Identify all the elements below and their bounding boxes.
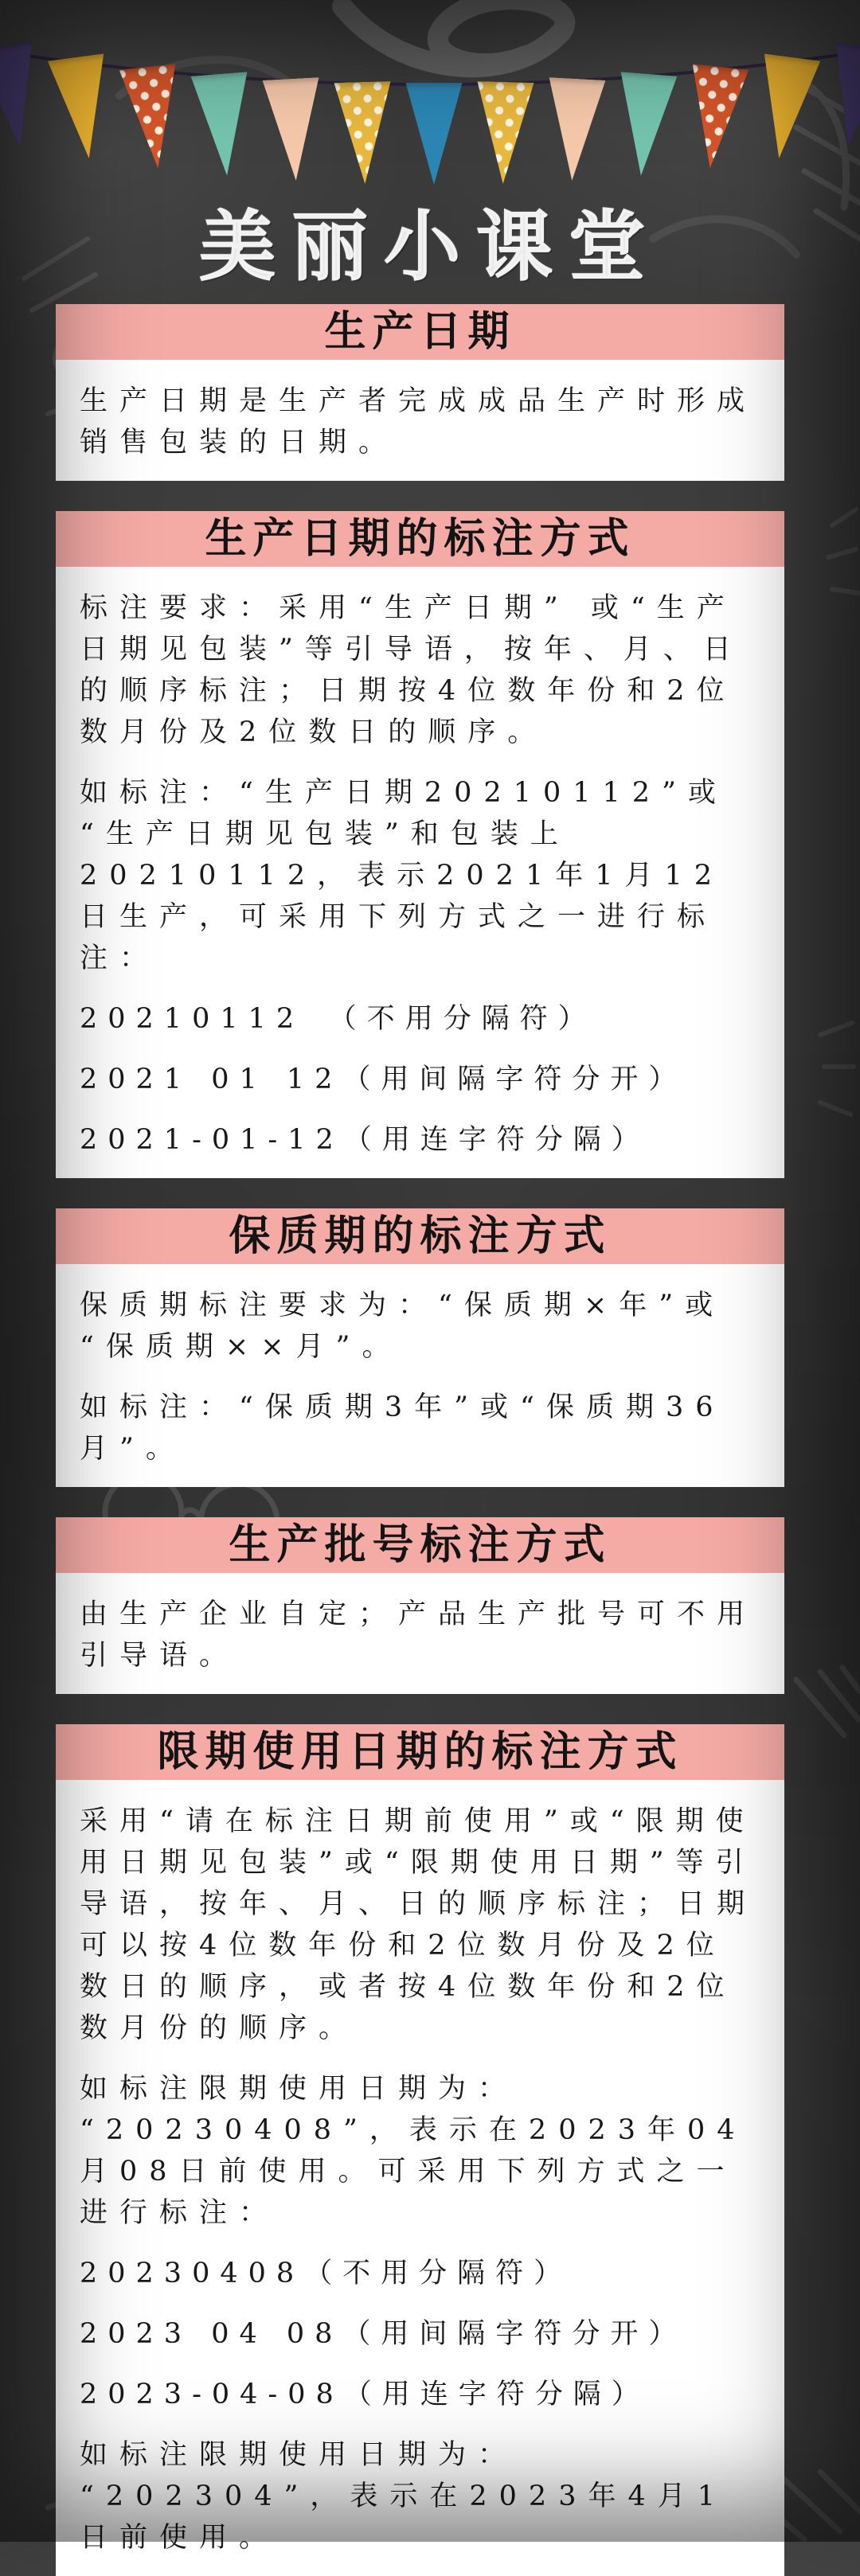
date-format-line: 2021 01 12（用间隔字符分开） xyxy=(80,1064,687,1095)
info-section xyxy=(56,1517,784,1694)
section-header xyxy=(56,1517,784,1573)
date-format-line: 2023 04 08（用间隔字符分开） xyxy=(80,2318,687,2350)
section-header xyxy=(56,511,784,567)
section-header xyxy=(56,1208,784,1264)
section-title: 生产日期 xyxy=(324,309,516,355)
paragraph: 采用“请在标注日期前使用”或“限期使用日期见包装”或“限期使用日期”等引导语，按年、月、日的顺序标注；日期可以按4位数年份和2位数月份及2位数日的顺序，或者按4位数年份和2位数月份的顺序。 xyxy=(80,1805,757,2044)
date-format-line: 2023-04-08（用连字符分隔） xyxy=(80,2379,650,2410)
paragraph: 如标注限期使用日期为：“202304”，表示在2023年4月1日前使用。 xyxy=(80,2439,728,2554)
paragraph: 标注要求：采用“生产日期” 或“生产日期见包装”等引导语，按年、月、日的顺序标注；日期按4位数年份和2位数月份及2位数日的顺序。 xyxy=(80,592,743,748)
section-body xyxy=(56,1780,784,2576)
page-title: 美丽小课堂 xyxy=(199,205,661,290)
banner xyxy=(0,0,860,304)
paragraph: 生产日期是生产者完成成品生产时形成销售包装的日期。 xyxy=(80,385,757,459)
section-body xyxy=(56,360,784,481)
section-title: 生产日期的标注方式 xyxy=(205,516,635,562)
paragraph: 如标注限期使用日期为：“20230408”，表示在2023年04月08日前使用。可采用下列方式之一进行标注： xyxy=(80,2073,747,2229)
info-section xyxy=(56,304,784,481)
paragraph: 如标注：“生产日期20210112”或“生产日期见包装”和包装上20210112，表示2021年1月12日生产，可采用下列方式之一进行标注： xyxy=(80,777,728,974)
paragraph: 如标注：“保质期3年”或“保质期36月”。 xyxy=(80,1391,725,1465)
date-format-line: 2021-01-12（用连字符分隔） xyxy=(80,1124,650,1156)
section-title: 保质期的标注方式 xyxy=(229,1213,612,1259)
section-body xyxy=(56,567,784,1178)
paragraph: 由生产企业自定；产品生产批号可不用引导语。 xyxy=(80,1598,757,1672)
info-section xyxy=(56,1724,784,2576)
info-section xyxy=(56,1208,784,1487)
paragraph: 保质期标注要求为：“保质期×年”或“保质期××月”。 xyxy=(80,1290,725,1363)
section-header xyxy=(56,304,784,360)
section-body xyxy=(56,1573,784,1694)
info-section xyxy=(56,511,784,1178)
date-format-line: 20210112 （不用分隔符） xyxy=(80,1003,596,1035)
section-header xyxy=(56,1724,784,1780)
section-body xyxy=(56,1264,784,1487)
date-format-line: 20230408（不用分隔符） xyxy=(80,2258,573,2289)
section-title: 限期使用日期的标注方式 xyxy=(157,1729,683,1775)
sections-column xyxy=(56,304,784,2576)
section-title: 生产批号标注方式 xyxy=(229,1522,612,1568)
